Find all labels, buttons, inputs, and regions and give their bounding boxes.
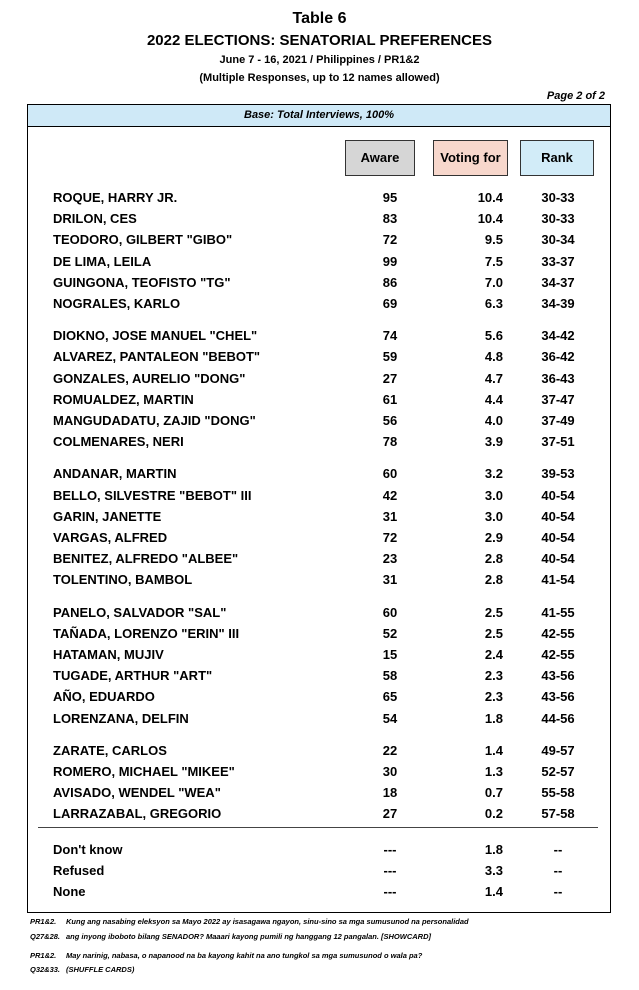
candidate-name: BELLO, SILVESTRE "BEBOT" III [53,487,252,503]
table-row [28,743,610,763]
voting-value: 1.8 [484,710,503,726]
aware-value: 69 [382,296,398,311]
aware-value: 30 [382,764,398,779]
aware-value: 83 [382,211,398,227]
rank-value: 42-55 [541,647,575,662]
results-table [27,104,611,913]
table-row [28,488,610,508]
voting-value: 0.7 [484,785,503,801]
voting-value: 0.2 [484,806,503,822]
column-header-rank: Rank [520,140,594,176]
aware-value: 15 [382,647,398,662]
table-row [28,349,610,369]
voting-value: 2.3 [484,668,503,684]
rank-value: 40-54 [541,487,575,503]
aware-value: 56 [382,413,398,428]
aware-value: 18 [382,785,398,801]
voting-value: 6.3 [484,296,503,311]
table-row [28,530,610,550]
aware-value: --- [383,842,397,857]
voting-value: 10.4 [477,190,503,205]
footnote-text: (SHUFFLE CARDS) [66,965,135,974]
candidate-name: TEODORO, GILBERT "GIBO" [53,232,233,248]
voting-value: 2.5 [484,625,503,641]
table-row [28,689,610,709]
candidate-name: PANELO, SALVADOR "SAL" [53,604,227,620]
candidate-name: GONZALES, AURELIO "DONG" [53,370,246,386]
candidate-name: ZARATE, CARLOS [53,742,167,758]
table-row [28,668,610,688]
aware-value: 65 [382,689,398,705]
table-row [28,466,610,486]
voting-value: 1.8 [484,842,503,857]
candidate-name: COLMENARES, NERI [53,434,184,450]
rank-value: 37-47 [541,391,575,407]
column-header-voting-for: Voting for [433,140,508,176]
aware-value: --- [383,884,397,899]
table-row [28,626,610,646]
voting-value: 4.0 [484,413,503,428]
candidate-name: TUGADE, ARTHUR "ART" [53,668,213,684]
voting-value: 4.7 [484,370,503,386]
candidate-name: LORENZANA, DELFIN [53,710,189,726]
table-row [28,509,610,529]
voting-value: 3.3 [484,863,503,878]
candidate-name: Refused [53,863,105,878]
divider [38,827,598,828]
aware-value: 22 [382,742,398,758]
candidate-name: ROMERO, MICHAEL "MIKEE" [53,764,235,779]
voting-value: 1.4 [484,742,503,758]
candidate-name: MANGUDADATU, ZAJID "DONG" [53,413,256,428]
voting-value: 7.0 [484,274,503,290]
page-indicator: Page 2 of 2 [546,90,605,102]
aware-value: 74 [382,328,398,344]
rank-value: 41-54 [541,572,575,588]
candidate-name: AVISADO, WENDEL "WEA" [53,785,221,801]
table-row [28,413,610,433]
footnote-text: May narinig, nabasa, o napanood na ba kayong kahit na ano tungkol sa mga sumusunod o wala pa? [66,951,423,960]
footnote-code: Q27&28. [30,932,61,941]
table-row [28,572,610,592]
rank-value: -- [553,863,563,878]
table-row [28,605,610,625]
voting-value: 1.4 [484,884,503,899]
candidate-name: TAÑADA, LORENZO "ERIN" III [53,625,240,641]
aware-value: --- [383,863,397,878]
table-title: 2022 ELECTIONS: SENATORIAL PREFERENCES [146,32,493,49]
rank-value: 30-34 [541,232,575,248]
table-row [28,232,610,252]
rank-value: 36-43 [541,370,575,386]
rank-value: 39-53 [541,466,575,482]
rank-value: 52-57 [541,764,575,779]
voting-value: 2.9 [484,530,503,545]
aware-value: 86 [382,274,398,290]
column-header-aware: Aware [345,140,415,176]
candidate-name: ALVAREZ, PANTALEON "BEBOT" [53,349,261,365]
candidate-name: Don't know [53,842,123,857]
aware-value: 31 [382,572,398,588]
rank-value: 33-37 [541,253,575,269]
candidate-name: VARGAS, ALFRED [53,530,168,545]
candidate-name: DRILON, CES [53,211,137,227]
aware-value: 27 [382,370,398,386]
table-row [28,842,610,862]
aware-value: 23 [382,551,398,567]
aware-value: 52 [382,625,398,641]
rank-value: 30-33 [541,190,575,205]
voting-value: 2.8 [484,572,503,588]
table-row [28,764,610,784]
candidate-name: None [53,884,86,899]
table-row [28,647,610,667]
rank-value: -- [553,842,563,857]
candidate-name: ROQUE, HARRY JR. [53,190,178,205]
footnote-code: PR1&2. [30,917,57,926]
aware-value: 78 [382,434,398,450]
rank-value: 34-37 [541,274,575,290]
table-row [28,254,610,274]
voting-value: 2.5 [484,604,503,620]
aware-value: 72 [382,530,398,545]
voting-value: 9.5 [484,232,503,248]
footnote-code: Q32&33. [30,965,61,974]
base-label: Base: Total Interviews, 100% [28,105,610,127]
candidate-name: BENITEZ, ALFREDO "ALBEE" [53,551,239,567]
voting-value: 7.5 [484,253,503,269]
table-row [28,863,610,883]
rank-value: 57-58 [541,806,575,822]
candidate-name: ANDANAR, MARTIN [53,466,177,482]
table-row [28,211,610,231]
table-row [28,328,610,348]
voting-value: 4.8 [484,349,503,365]
aware-value: 95 [382,190,398,205]
rank-value: 30-33 [541,211,575,227]
voting-value: 10.4 [477,211,503,227]
voting-value: 3.0 [484,508,503,524]
candidate-name: DE LIMA, LEILA [53,253,152,269]
candidate-name: TOLENTINO, BAMBOL [53,572,193,588]
table-row [28,551,610,571]
table-row [28,806,610,826]
table-row [28,434,610,454]
rank-value: 44-56 [541,710,575,726]
aware-value: 60 [382,466,398,482]
table-row [28,884,610,904]
voting-value: 2.8 [484,551,503,567]
aware-value: 99 [382,253,398,269]
aware-value: 58 [382,668,398,684]
voting-value: 3.9 [484,434,503,450]
table-row [28,296,610,316]
candidate-name: ROMUALDEZ, MARTIN [53,391,194,407]
rank-value: 37-51 [541,434,575,450]
candidate-name: AÑO, EDUARDO [53,689,155,705]
rank-value: 40-54 [541,530,575,545]
voting-value: 3.0 [484,487,503,503]
rank-value: 41-55 [541,604,575,620]
table-row [28,371,610,391]
aware-value: 27 [382,806,398,822]
table-row [28,392,610,412]
rank-value: 37-49 [541,413,575,428]
aware-value: 60 [382,604,398,620]
rank-value: 40-54 [541,551,575,567]
table-row [28,785,610,805]
footnote-text: Kung ang nasabing eleksyon sa Mayo 2022 ay isasagawa ngayon, sinu-sino sa mga sumusunod na personalidad [66,917,469,926]
rank-value: 43-56 [541,668,575,684]
rank-value: 34-39 [541,296,575,311]
rank-value: 42-55 [541,625,575,641]
footnote-code: PR1&2. [30,951,57,960]
rank-value: 34-42 [541,328,575,344]
rank-value: 49-57 [541,742,575,758]
candidate-name: DIOKNO, JOSE MANUEL "CHEL" [53,328,258,344]
aware-value: 31 [382,508,398,524]
table-subtitle: June 7 - 16, 2021 / Philippines / PR1&2 [219,54,420,66]
voting-value: 1.3 [484,764,503,779]
table-row [28,275,610,295]
aware-value: 61 [382,391,398,407]
voting-value: 3.2 [484,466,503,482]
voting-value: 2.3 [484,689,503,705]
rank-value: -- [553,884,563,899]
aware-value: 59 [382,349,398,365]
table-number: Table 6 [292,10,347,27]
candidate-name: LARRAZABAL, GREGORIO [53,806,222,822]
voting-value: 4.4 [484,391,503,407]
rank-value: 40-54 [541,508,575,524]
candidate-name: GUINGONA, TEOFISTO "TG" [53,274,231,290]
voting-value: 5.6 [484,328,503,344]
rank-value: 55-58 [541,785,575,801]
rank-value: 36-42 [541,349,575,365]
candidate-name: HATAMAN, MUJIV [53,647,164,662]
aware-value: 72 [382,232,398,248]
candidate-name: GARIN, JANETTE [53,508,162,524]
aware-value: 42 [382,487,398,503]
footnote-text: ang inyong iboboto bilang SENADOR? Maaari kayong pumili ng hanggang 12 pangalan. [SHOWCARD] [66,932,432,941]
rank-value: 43-56 [541,689,575,705]
table-note: (Multiple Responses, up to 12 names allowed) [199,72,440,84]
table-row [28,711,610,731]
voting-value: 2.4 [484,647,503,662]
candidate-name: NOGRALES, KARLO [53,296,181,311]
aware-value: 54 [382,710,398,726]
table-row [28,190,610,210]
